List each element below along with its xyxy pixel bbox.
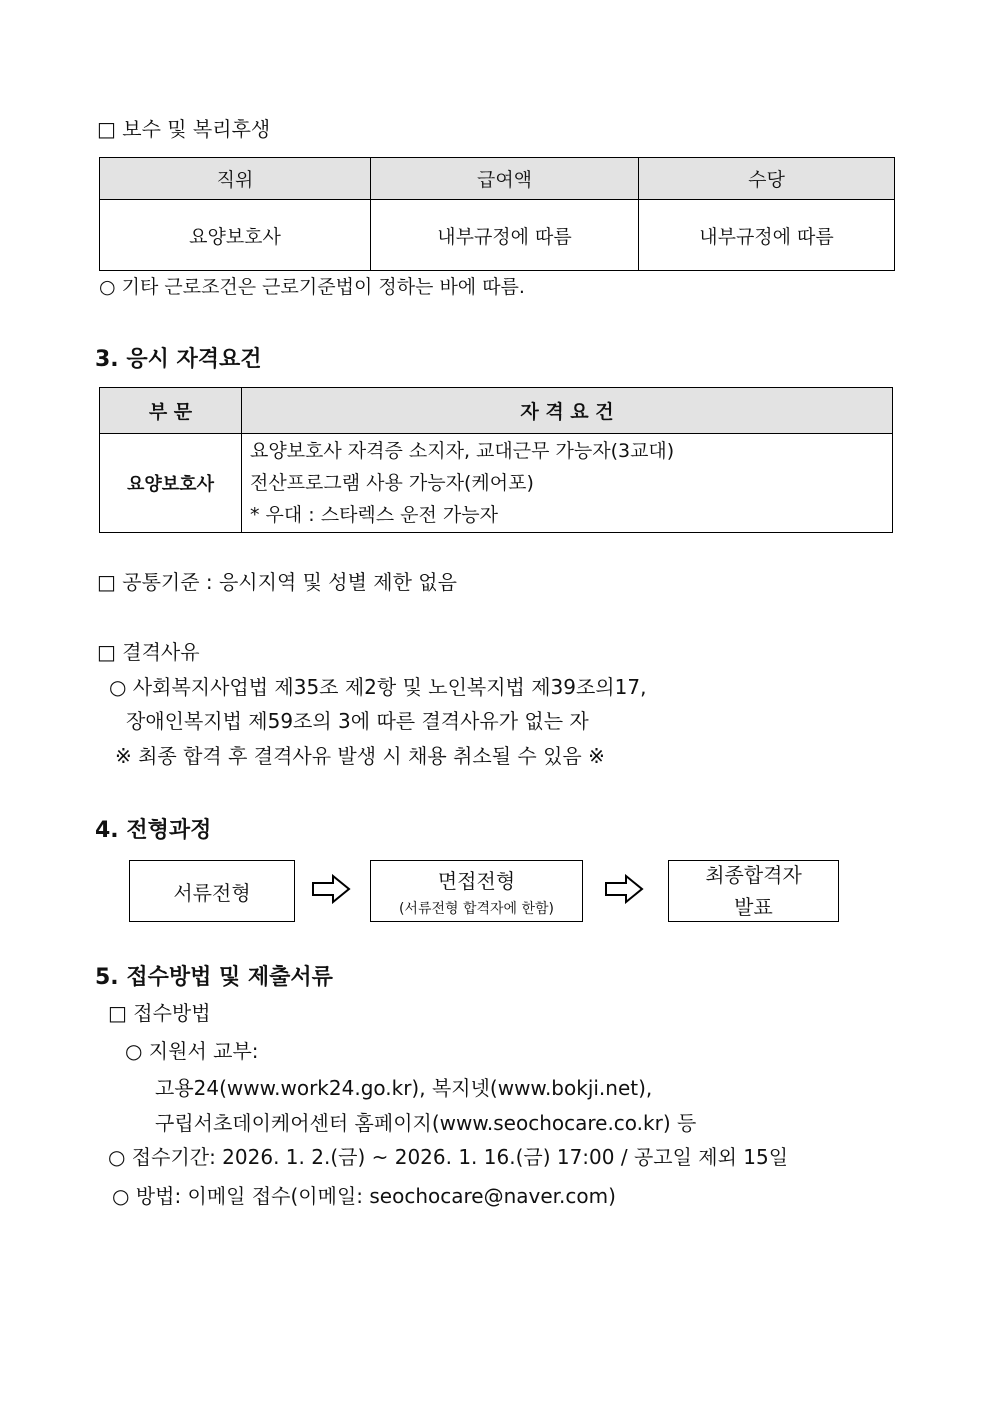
pay-table xyxy=(99,157,895,271)
arrow-right-icon xyxy=(604,874,644,904)
step2-label: 면접전형 xyxy=(437,868,516,893)
pay-heading: □ 보수 및 복리후생 xyxy=(97,117,271,141)
disq-heading: □ 결격사유 xyxy=(97,640,200,664)
pay-note: ○ 기타 근로조건은 근로기준법이 정하는 바에 따름. xyxy=(99,276,525,298)
qual-header-requirements: 자 격 요 건 xyxy=(242,388,893,434)
step-final-announcement xyxy=(668,860,839,922)
section5-title: 5. 접수방법 및 제출서류 xyxy=(95,965,333,990)
apply-line-2: 구립서초데이케어센터 홈페이지(www.seochocare.co.kr) 등 xyxy=(155,1111,697,1135)
section4-title: 4. 전형과정 xyxy=(95,818,212,843)
apply-label: ○ 지원서 교부: xyxy=(125,1039,259,1063)
qual-line-3: * 우대 : 스타렉스 운전 가능자 xyxy=(250,504,498,526)
qualification-table xyxy=(99,387,893,533)
step-document-screening xyxy=(129,860,295,922)
pay-header-salary: 급여액 xyxy=(371,158,639,200)
disq-line-2: 장애인복지법 제59조의 3에 따른 결격사유가 없는 자 xyxy=(126,709,589,733)
step2-sublabel: (서류전형 합격자에 한함) xyxy=(398,900,555,917)
common-criteria: □ 공통기준 : 응시지역 및 성별 제한 없음 xyxy=(97,570,457,594)
step-interview xyxy=(370,860,583,922)
arrow-right-icon xyxy=(311,874,351,904)
pay-cell-salary: 내부규정에 따름 xyxy=(371,200,639,271)
pay-header-allowance: 수당 xyxy=(639,158,895,200)
step3-line-1: 최종합격자 xyxy=(705,863,802,887)
pay-header-position: 직위 xyxy=(100,158,371,200)
qual-line-2: 전산프로그램 사용 가능자(케어포) xyxy=(250,472,534,494)
apply-method: ○ 방법: 이메일 접수(이메일: seochocare@naver.com) xyxy=(112,1184,616,1208)
qual-line-1: 요양보호사 자격증 소지자, 교대근무 가능자(3교대) xyxy=(250,440,675,462)
step3-line-2: 발표 xyxy=(734,895,773,919)
pay-cell-position: 요양보호사 xyxy=(100,200,371,271)
section3-title: 3. 응시 자격요건 xyxy=(95,347,262,372)
qual-header-dept: 부 문 xyxy=(100,388,242,434)
method-heading: □ 접수방법 xyxy=(108,1001,211,1025)
step1-label: 서류전형 xyxy=(173,880,251,905)
pay-cell-allowance: 내부규정에 따름 xyxy=(639,200,895,271)
disq-note: ※ 최종 합격 후 결격사유 발생 시 채용 취소될 수 있음 ※ xyxy=(115,744,605,768)
qual-dept: 요양보호사 xyxy=(100,434,242,533)
apply-line-1: 고용24(www.work24.go.kr), 복지넷(www.bokji.net), xyxy=(155,1076,653,1100)
disq-line-1: ○ 사회복지사업법 제35조 제2항 및 노인복지법 제39조의17, xyxy=(109,675,647,699)
qual-requirements xyxy=(242,434,893,533)
apply-period: ○ 접수기간: 2026. 1. 2.(금) ~ 2026. 1. 16.(금) 17:00 / 공고일 제외 15일 xyxy=(108,1145,789,1169)
